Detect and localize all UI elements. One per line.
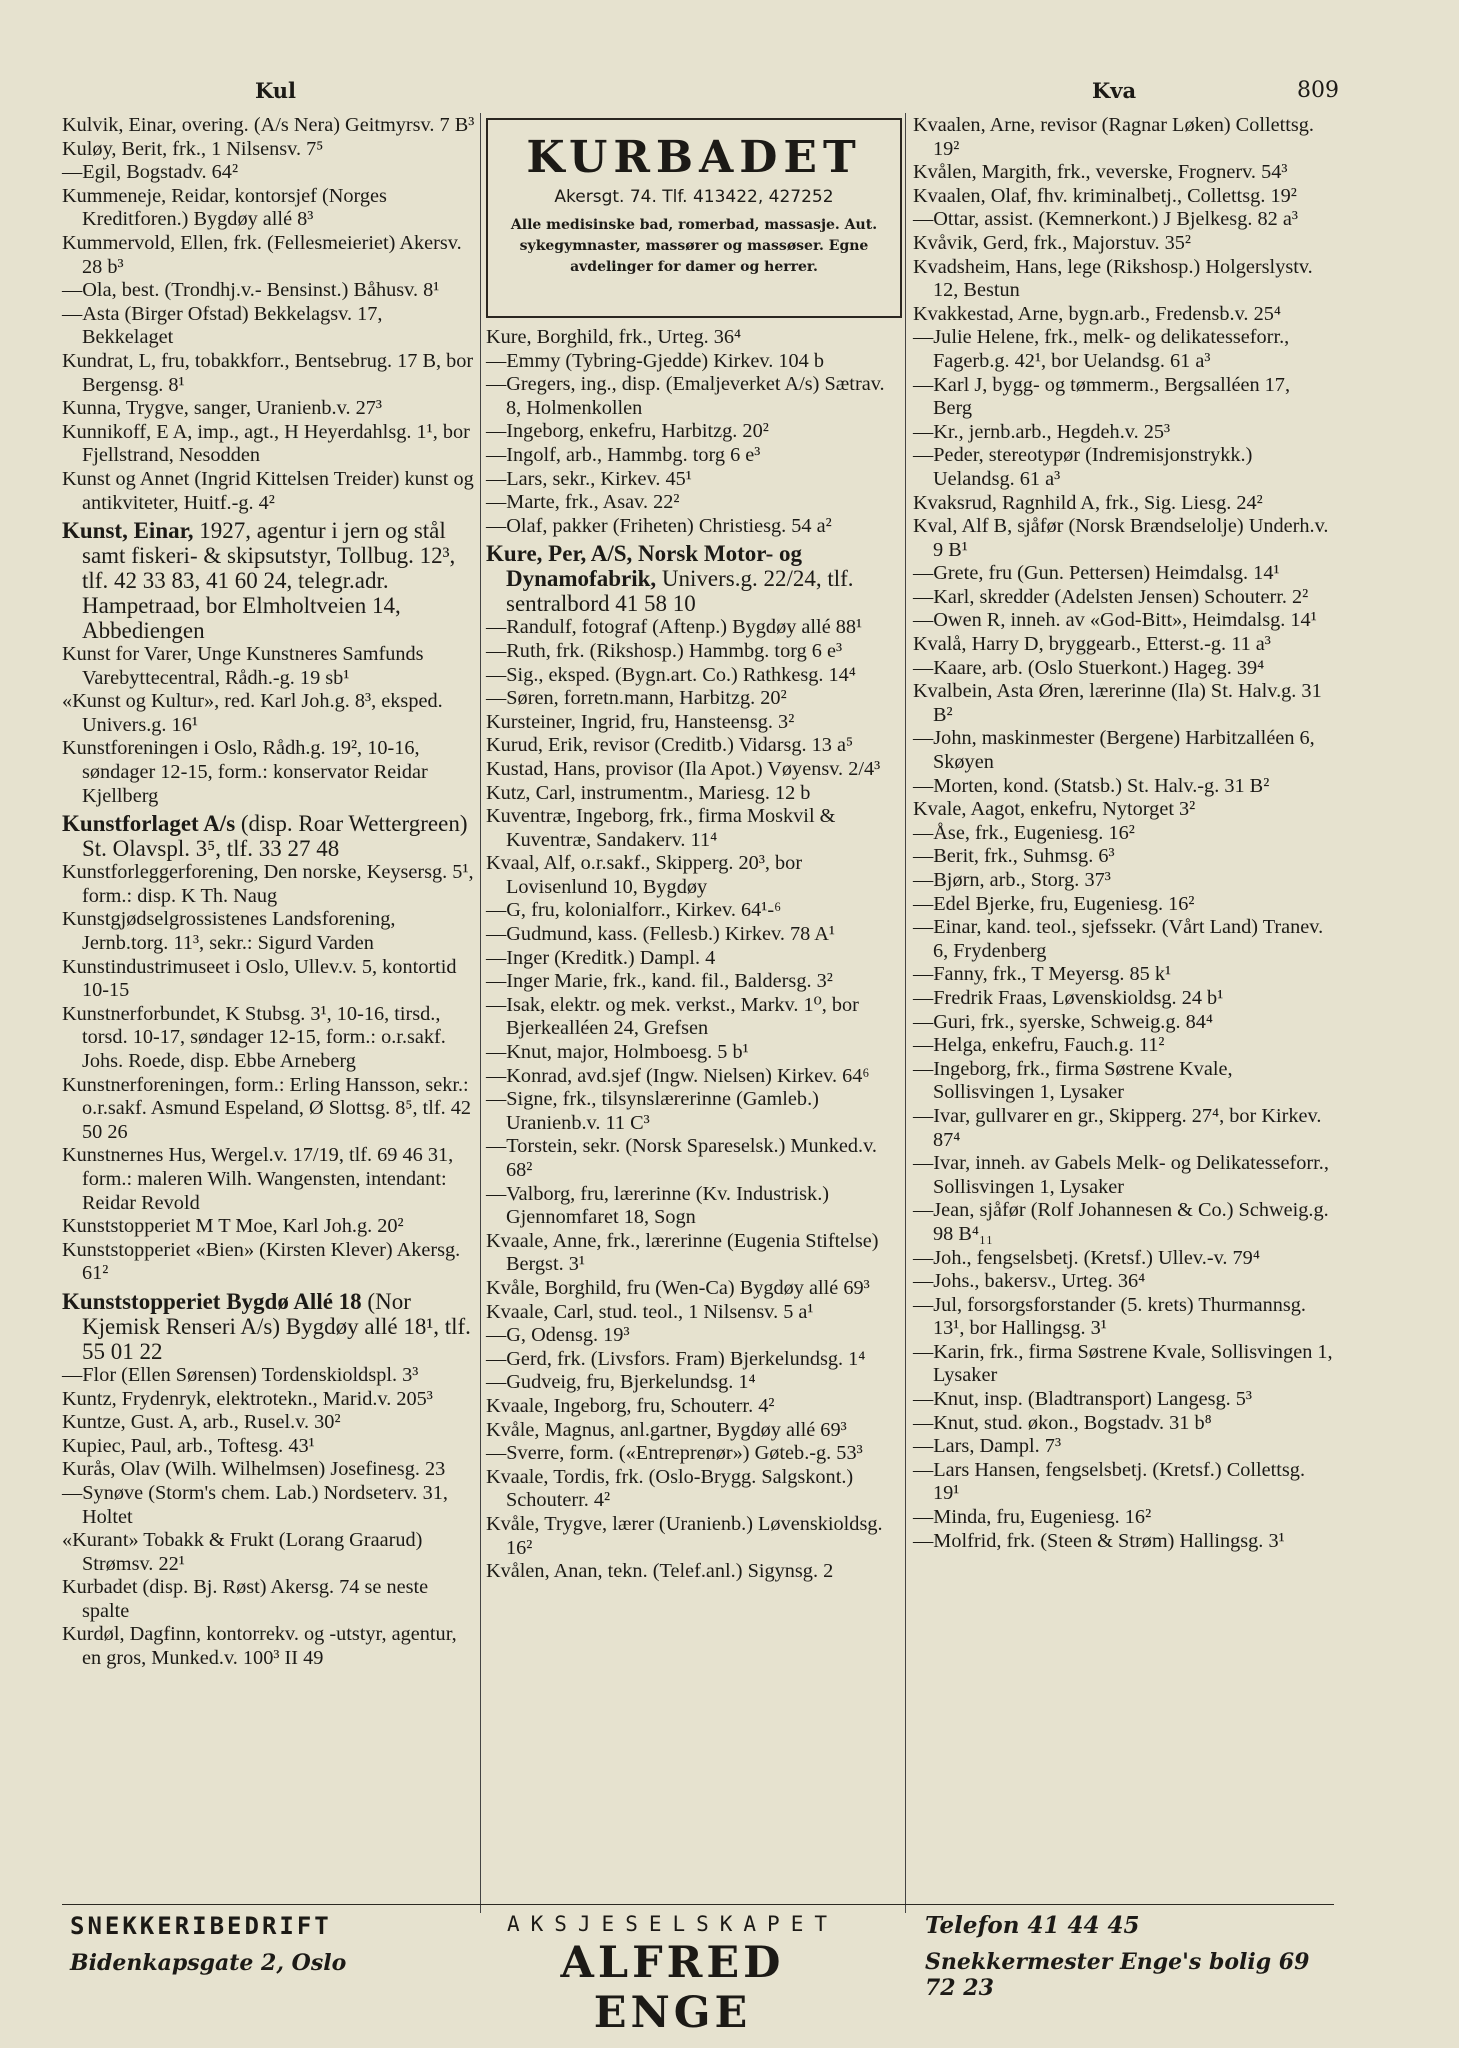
entry-text: Kurud, Erik, revisor (Creditb.) Vidarsg. 13 a⁵ [486, 734, 854, 757]
entry-text: —Fredrik Fraas, Løvenskioldsg. 24 b¹ [913, 986, 1224, 1009]
entry-text: —Ivar, gullvarer en gr., Skipperg. 27⁴, bor Kirkev. 87⁴ [913, 1104, 1322, 1151]
directory-entry [486, 515, 902, 539]
column-rule-2 [905, 113, 906, 1913]
entry-text: —Gregers, ing., disp. (Emaljeverket A/s) Sætrav. 8, Holmenkollen [486, 373, 885, 419]
footer-phone: Telefon 41 44 45 [925, 1912, 1140, 1939]
entry-text: Kvaksrud, Ragnhild A, frk., Sig. Liesg. 24² [913, 491, 1263, 514]
directory-entry [486, 782, 902, 806]
directory-entry [62, 1144, 478, 1215]
footer-right-advert [925, 1912, 1325, 2001]
directory-entry [62, 1411, 478, 1435]
entry-text: Kunst og Annet (Ingrid Kittelsen Treider) kunst og antikviteter, Huitf.-g. 4² [62, 467, 474, 514]
entry-text: —Karl, skredder (Adelsten Jensen) Schouterr. 2² [913, 585, 1309, 608]
directory-entry [62, 1239, 478, 1286]
directory-entry [486, 1041, 902, 1065]
directory-entry [62, 956, 478, 1003]
directory-entry [62, 643, 478, 690]
entry-text: —Marte, frk., Asav. 22² [486, 491, 680, 514]
entry-text: Kurbadet (disp. Bj. Røst) Akersg. 74 se neste spalte [62, 1576, 429, 1622]
directory-entry [486, 899, 902, 923]
entry-text: Kvadsheim, Hans, lege (Rikshosp.) Holgerslystv. 12, Bestun [913, 255, 1313, 302]
entry-text: —Ingeborg, frk., firma Søstrene Kvale, Sollisvingen 1, Lysaker [913, 1057, 1233, 1104]
directory-entry [913, 775, 1333, 799]
entry-text: Kvaalen, Arne, revisor (Ragnar Løken) Collettsg. 19² [913, 114, 1314, 160]
directory-entry [913, 185, 1333, 209]
directory-entry [913, 657, 1333, 681]
running-head-left: Kul [255, 78, 297, 103]
directory-entry [913, 1152, 1333, 1199]
entry-text: —G, Odensg. 19³ [486, 1324, 630, 1347]
entry-text: Kuntze, Gust. A, arb., Rusel.v. 30² [62, 1411, 341, 1434]
entry-text: —Emmy (Tybring-Gjedde) Kirkev. 104 b [486, 349, 825, 372]
directory-entry [62, 690, 478, 737]
directory-entry [913, 1341, 1333, 1388]
entry-text: —Gudveig, fru, Bjerkelundsg. 1⁴ [486, 1371, 756, 1394]
directory-entry [913, 1435, 1333, 1459]
entry-text: Kunstindustrimuseet i Oslo, Ullev.v. 5, kontortid 10-15 [62, 955, 457, 1002]
entry-text: —Flor (Ellen Sørensen) Tordenskioldspl. 3³ [62, 1363, 419, 1386]
entry-text: —Ingeborg, enkefru, Harbitzg. 20² [486, 420, 769, 443]
entry-text: Kulvik, Einar, overing. (A/s Nera) Geitmyrsv. 7 B³ [62, 114, 475, 136]
entry-text: Kvale, Aagot, enkefru, Nytorget 3² [913, 798, 1196, 821]
directory-entry [62, 1364, 478, 1388]
entry-text: —Morten, kond. (Statsb.) St. Halv.-g. 31 B² [913, 774, 1270, 797]
directory-entry [913, 1270, 1333, 1294]
directory-entry [62, 161, 478, 185]
entry-text: —Jul, forsorgsforstander (5. krets) Thurmannsg. 13¹, bor Hallingsg. 3¹ [913, 1293, 1306, 1340]
directory-entry [486, 758, 902, 782]
entry-text: —Søren, forretn.mann, Harbitzg. 20² [486, 687, 787, 710]
directory-entry [62, 279, 478, 303]
directory-entry [62, 350, 478, 397]
directory-entry [913, 916, 1333, 963]
directory-entry [62, 737, 478, 808]
entry-text: Kutz, Carl, instrumentm., Mariesg. 12 b [486, 781, 811, 804]
directory-entry [486, 1277, 902, 1301]
directory-entry [486, 687, 902, 711]
entry-text: Kustad, Hans, provisor (Ila Apot.) Vøyensv. 2/4³ [486, 757, 881, 780]
entry-text: —Synøve (Storm's chem. Lab.) Nordseterv. 31, Holtet [62, 1481, 448, 1528]
entry-text: —Julie Helene, frk., melk- og delikatesseforr., Fagerb.g. 42¹, bor Uelandsg. 61 a³ [913, 326, 1290, 372]
directory-entry [486, 1065, 902, 1089]
directory-entry [913, 256, 1333, 303]
directory-entry [486, 1442, 902, 1466]
directory-entry [913, 987, 1333, 1011]
directory-entry [62, 138, 478, 162]
page-number: 809 [1297, 78, 1339, 103]
directory-entry [62, 421, 478, 468]
entry-text: —Kaare, arb. (Oslo Stuerkont.) Hageg. 39⁴ [913, 656, 1265, 679]
entry-text: Kunstforeningen i Oslo, Rådh.g. 19², 10-16, søndager 12-15, form.: konservator Reidar Kjellberg [62, 737, 428, 807]
entry-text: —Isak, elektr. og mek. verkst., Markv. 1⁰, bor Bjerkealléen 24, Grefsen [486, 993, 859, 1040]
entry-text: —Berit, frk., Suhmsg. 6³ [913, 845, 1115, 868]
footer-home-phone: Snekkermester Enge's bolig 69 72 23 [925, 1949, 1310, 2001]
directory-entry [913, 869, 1333, 893]
directory-entry [913, 963, 1333, 987]
entry-text: Kvåle, Borghild, fru (Wen-Ca) Bygdøy allé 69³ [486, 1276, 870, 1299]
entry-text: —Joh., fengselsbetj. (Kretsf.) Ullev.-v. 79⁴ [913, 1246, 1260, 1269]
directory-entry [486, 664, 902, 688]
entry-text: Kvaale, Ingeborg, fru, Schouterr. 4² [486, 1394, 775, 1417]
directory-entry [486, 1419, 902, 1443]
directory-entry [62, 468, 478, 515]
entry-text: —Lars, Dampl. 7³ [913, 1435, 1062, 1458]
entry-text: 1927, agentur i jern og stål samt fiskeri- & skipsutstyr, Tollbug. 12³, tlf. 42 33 83, 41 60 24, telegr.adr. Hampetraad, bor Elmholtveien 14, Abbediengen [82, 518, 456, 644]
directory-entry [913, 421, 1333, 445]
entry-text: Kursteiner, Ingrid, fru, Hansteensg. 3² [486, 710, 795, 733]
directory-entry [913, 161, 1333, 185]
entry-text: —Ingolf, arb., Hammbg. torg 6 e³ [486, 443, 761, 466]
directory-entry [913, 845, 1333, 869]
directory-entry [486, 994, 902, 1041]
directory-entry [913, 893, 1333, 917]
directory-entry [913, 1247, 1333, 1271]
entry-text: —Edel Bjerke, fru, Eugeniesg. 16² [913, 892, 1195, 915]
entry-text: Univers.g. 22/24, tlf. sentralbord 41 58 10 [506, 566, 854, 617]
entry-text: Kvaal, Alf, o.r.sakf., Skipperg. 20³, bor Lovisenlund 10, Bygdøy [486, 852, 803, 898]
directory-entry [486, 1348, 902, 1372]
directory-entry [486, 1135, 902, 1182]
entry-text: Kuløy, Berit, frk., 1 Nilsensv. 7⁵ [62, 137, 324, 160]
entry-text: —Minda, fru, Eugeniesg. 16² [913, 1506, 1152, 1529]
directory-entry [62, 303, 478, 350]
entry-text: —Einar, kand. teol., sjefssekr. (Vårt Land) Tranev. 6, Frydenberg [913, 916, 1324, 962]
entry-text: Kurdøl, Dagfinn, kontorrekv. og -utstyr, agentur, en gros, Munked.v. 100³ II 49 [62, 1623, 457, 1670]
directory-entry [913, 303, 1333, 327]
directory-entry [913, 444, 1333, 491]
entry-text: —Konrad, avd.sjef (Ingw. Nielsen) Kirkev. 64⁶ [486, 1064, 870, 1087]
directory-entry [913, 374, 1333, 421]
directory-column-1 [62, 114, 478, 1671]
directory-entry [62, 114, 478, 138]
entry-text: Kvåvik, Gerd, frk., Majorstuv. 35² [913, 231, 1191, 254]
running-head-right: Kva [1092, 78, 1137, 103]
entry-text: —Asta (Birger Ofstad) Bekkelagsv. 17, Bekkelaget [62, 302, 383, 349]
entry-text: Kval, Alf B, sjåfør (Norsk Brændselolje) Underh.v. 9 B¹ [913, 515, 1329, 561]
entry-text: —Guri, frk., syerske, Schweig.g. 84⁴ [913, 1010, 1213, 1033]
directory-entry [486, 420, 902, 444]
directory-entry [486, 616, 902, 640]
directory-entry [486, 640, 902, 664]
entry-text: —Olaf, pakker (Friheten) Christiesg. 54 a² [486, 514, 832, 537]
entry-text: Kunstnernes Hus, Wergel.v. 17/19, tlf. 69 46 31, form.: maleren Wilh. Wangensten, intendant: Reidar Revold [62, 1144, 454, 1214]
entry-text: (Nor Kjemisk Renseri A/s) Bygdøy allé 18¹, tlf. 55 01 22 [82, 1288, 471, 1364]
kurbadet-advertisement [486, 118, 902, 318]
entry-text: —Fanny, frk., T Meyersg. 85 k¹ [913, 963, 1172, 986]
directory-entry [486, 805, 902, 852]
directory-entry [62, 811, 478, 861]
entry-text: Kvåle, Magnus, anl.gartner, Bygdøy allé 69³ [486, 1418, 847, 1441]
directory-entry [486, 1513, 902, 1560]
entry-text: —G, fru, kolonialforr., Kirkev. 64¹-⁶ [486, 899, 782, 922]
directory-entry [486, 923, 902, 947]
entry-text: Kunnikoff, E A, imp., agt., H Heyerdahlsg. 1¹, bor Fjellstrand, Nesodden [62, 420, 470, 467]
entry-text: —Ivar, inneh. av Gabels Melk- og Delikatesseforr., Sollisvingen 1, Lysaker [913, 1152, 1329, 1198]
directory-entry [486, 444, 902, 468]
directory-entry [913, 1388, 1333, 1412]
footer-left-address: Bidenkapsgate 2, Oslo [70, 1950, 347, 1976]
directory-entry [913, 1506, 1333, 1530]
entry-heading: Kunststopperiet Bygdø Allé 18 [62, 1288, 362, 1314]
directory-entry [913, 609, 1333, 633]
entry-text: Kvaale, Anne, frk., lærerinne (Eugenia Stiftelse) Bergst. 3¹ [486, 1229, 879, 1276]
entry-text: —Karin, frk., firma Søstrene Kvale, Sollisvingen 1, Lysaker [913, 1340, 1333, 1387]
entry-text: Kunststopperiet M T Moe, Karl Joh.g. 20² [62, 1215, 404, 1238]
directory-entry [62, 1003, 478, 1074]
entry-text: —Signe, frk., tilsynslærerinne (Gamleb.) Uranienb.v. 11 C³ [486, 1088, 819, 1134]
entry-text: Kvålen, Anan, tekn. (Telef.anl.) Sigynsg. 2 [486, 1560, 834, 1583]
entry-text: —Inger Marie, frk., kand. fil., Baldersg. 3² [486, 970, 833, 993]
entry-text: —Helga, enkefru, Fauch.g. 11² [913, 1034, 1165, 1057]
directory-entry [486, 1230, 902, 1277]
entry-text: —Lars Hansen, fengselsbetj. (Kretsf.) Collettsg. 19¹ [913, 1458, 1306, 1505]
entry-text: Kunstforleggerforening, Den norske, Keysersg. 5¹, form.: disp. K Th. Naug [62, 861, 474, 907]
directory-entry [913, 727, 1333, 774]
entry-heading: Kure, Per, A/S, Norsk Motor- og Dynamofabrik, [486, 541, 803, 592]
entry-text: —Valborg, fru, lærerinne (Kv. Industrisk.) Gjennomfaret 18, Sogn [486, 1182, 830, 1229]
directory-entry [486, 541, 902, 616]
ad-name: KURBADET [526, 132, 862, 183]
entry-text: —Ruth, frk. (Rikshosp.) Hammbg. torg 6 e³ [486, 639, 843, 662]
directory-entry [913, 562, 1333, 586]
directory-entry [486, 852, 902, 899]
entry-text: «Kurant» Tobakk & Frukt (Lorang Graarud) Strømsv. 22¹ [62, 1529, 423, 1575]
entry-text: Kunstnerforbundet, K Stubsg. 3¹, 10-16, tirsd., torsd. 10-17, søndager 12-15, form.: o.r.sakf. Johs. Roede, disp. Ebbe Arneberg [62, 1002, 446, 1072]
entry-text: Kvålen, Margith, frk., veverske, Frognerv. 54³ [913, 161, 1288, 184]
entry-text: —Knut, stud. økon., Bogstadv. 31 b⁸ [913, 1411, 1212, 1434]
entry-text: —Åse, frk., Eugeniesg. 16² [913, 821, 1135, 844]
footer-left-title: SNEKKERIBEDRIFT [70, 1912, 332, 1940]
entry-text: —Lars, sekr., Kirkev. 45¹ [486, 467, 692, 490]
footer-company-name: ALFRED ENGE [560, 1938, 785, 2038]
entry-text: Kunststopperiet «Bien» (Kirsten Klever) Akersg. 61² [62, 1238, 461, 1285]
directory-entry [913, 114, 1333, 161]
directory-entry [486, 373, 902, 420]
footer-left-advert [70, 1912, 450, 1976]
entry-text: —Inger (Kreditk.) Dampl. 4 [486, 946, 716, 969]
directory-entry [62, 1576, 478, 1623]
directory-entry [486, 468, 902, 492]
entry-text: —Sig., eksped. (Bygn.art. Co.) Rathkesg. 14⁴ [486, 663, 856, 686]
entry-text: —Ola, best. (Trondhj.v.- Bensinst.) Båhusv. 8¹ [62, 279, 440, 302]
directory-entry [486, 1183, 902, 1230]
entry-text: —Kr., jernb.arb., Hegdeh.v. 25³ [913, 420, 1171, 443]
entry-text: Kvalå, Harry D, bryggearb., Etterst.-g. 11 a³ [913, 633, 1271, 656]
entry-text: —Egil, Bogstadv. 64² [62, 161, 239, 184]
directory-column-2 [486, 326, 902, 1584]
directory-entry [486, 350, 902, 374]
footer-center-top: AKSJESELSKAPET [506, 1912, 838, 1936]
directory-entry [486, 1395, 902, 1419]
entry-text: Kvakkestad, Arne, bygn.arb., Fredensb.v. 25⁴ [913, 302, 1281, 325]
entry-text: Kvaale, Carl, stud. teol., 1 Nilsensv. 5 a¹ [486, 1300, 814, 1323]
directory-entry [486, 1324, 902, 1348]
directory-entry [486, 947, 902, 971]
entry-text: Kunstgjødselgrossistenes Landsforening, Jernb.torg. 11³, sekr.: Sigurd Varden [62, 908, 396, 955]
directory-entry [62, 1388, 478, 1412]
entry-text: —Sverre, form. («Entreprenør») Gøteb.-g. 53³ [486, 1442, 863, 1465]
directory-entry [486, 734, 902, 758]
footer-center-advert [475, 1912, 870, 2038]
entry-text: —Molfrid, frk. (Steen & Strøm) Hallingsg. 3¹ [913, 1529, 1285, 1552]
directory-entry [486, 970, 902, 994]
directory-entry [913, 1034, 1333, 1058]
directory-entry [62, 232, 478, 279]
entry-text: (disp. Roar Wettergreen) St. Olavspl. 3⁵, tlf. 33 27 48 [82, 811, 468, 862]
entry-text: —Gerd, frk. (Livsfors. Fram) Bjerkelundsg. 1⁴ [486, 1347, 866, 1370]
directory-entry [913, 680, 1333, 727]
directory-entry [62, 1215, 478, 1239]
entry-text: —Peder, stereotypør (Indremisjonstrykk.) Uelandsg. 61 a³ [913, 444, 1253, 490]
entry-text: —Grete, fru (Gun. Pettersen) Heimdalsg. 14¹ [913, 562, 1280, 585]
entry-text: —Gudmund, kass. (Fellesb.) Kirkev. 78 A¹ [486, 923, 835, 946]
directory-entry [62, 1435, 478, 1459]
directory-entry [913, 822, 1333, 846]
entry-text: Kvalbein, Asta Øren, lærerinne (Ila) St. Halv.g. 31 B² [913, 680, 1322, 726]
entry-text: —Johs., bakersv., Urteg. 36⁴ [913, 1270, 1146, 1293]
entry-text: Kunst for Varer, Unge Kunstneres Samfunds Varebyttecentral, Rådh.-g. 19 sb¹ [62, 643, 424, 689]
entry-text: —Owen R, inneh. av «God-Bitt», Heimdalsg. 14¹ [913, 609, 1317, 632]
directory-entry [913, 1058, 1333, 1105]
directory-entry [62, 1458, 478, 1482]
directory-entry [486, 1301, 902, 1325]
ad-description: Alle medisinske bad, romerbad, massasje. Aut. sykegymnaster, massører og massøser. Egne avdelinger for damer og herrer. [510, 217, 878, 275]
entry-text: —Knut, major, Holmboesg. 5 b¹ [486, 1041, 749, 1064]
directory-entry [913, 232, 1333, 256]
directory-entry [913, 1294, 1333, 1341]
entry-heading: Kunst, Einar, [62, 518, 194, 544]
directory-entry [62, 185, 478, 232]
entry-text: Kure, Borghild, frk., Urteg. 36⁴ [486, 326, 742, 348]
ad-address: Akersgt. 74. Tlf. 413422, 427252 [554, 187, 834, 207]
entry-text: —Knut, insp. (Bladtransport) Langesg. 5³ [913, 1388, 1252, 1411]
directory-entry [62, 1482, 478, 1529]
entry-text: Kummervold, Ellen, frk. (Fellesmeieriet) Akersv. 28 b³ [62, 231, 462, 278]
entry-text: Kvåle, Trygve, lærer (Uranienb.) Løvenskioldsg. 16² [486, 1512, 883, 1559]
entry-text: —Jean, sjåfør (Rolf Johannesen & Co.) Schweig.g. 98 B⁴₁₁ [913, 1199, 1329, 1245]
directory-entry [913, 515, 1333, 562]
entry-text: Kunstnerforeningen, form.: Erling Hansson, sekr.: o.r.sakf. Asmund Espeland, Ø Slottsg. 8⁵, tlf. 42 50 26 [62, 1073, 472, 1143]
directory-entry [913, 586, 1333, 610]
entry-text: Kummeneje, Reidar, kontorsjef (Norges Kreditforen.) Bygdøy allé 8³ [62, 184, 387, 231]
entry-text: —Ottar, assist. (Kemnerkont.) J Bjelkesg. 82 a³ [913, 208, 1298, 231]
entry-text: Kuventræ, Ingeborg, frk., firma Moskvil & Kuventræ, Sandakerv. 11⁴ [486, 805, 836, 851]
entry-text: «Kunst og Kultur», red. Karl Joh.g. 8³, eksped. Univers.g. 16¹ [62, 690, 443, 736]
entry-text: —John, maskinmester (Bergene) Harbitzalléen 6, Skøyen [913, 727, 1315, 774]
directory-entry [62, 1074, 478, 1145]
entry-text: Kunna, Trygve, sanger, Uranienb.v. 27³ [62, 397, 382, 420]
directory-entry [486, 711, 902, 735]
directory-entry [62, 1623, 478, 1670]
directory-entry [62, 1529, 478, 1576]
directory-entry [486, 491, 902, 515]
entry-text: —Bjørn, arb., Storg. 37³ [913, 869, 1111, 891]
entry-text: Kuntz, Frydenryk, elektrotekn., Marid.v. 205³ [62, 1387, 433, 1410]
directory-entry [62, 1289, 478, 1364]
entry-heading: Kunstforlaget A/s [62, 811, 236, 837]
directory-entry [913, 1011, 1333, 1035]
entry-text: Kundrat, L, fru, tobakkforr., Bentsebrug. 17 B, bor Bergensg. 8¹ [62, 349, 474, 396]
directory-entry [62, 397, 478, 421]
directory-column-3 [913, 114, 1333, 1553]
directory-entry [913, 492, 1333, 516]
directory-entry [62, 908, 478, 955]
entry-text: —Randulf, fotograf (Aftenp.) Bygdøy allé 88¹ [486, 616, 863, 639]
entry-text: Kupiec, Paul, arb., Toftesg. 43¹ [62, 1434, 315, 1457]
directory-entry [913, 1412, 1333, 1436]
directory-entry [913, 633, 1333, 657]
directory-entry [913, 208, 1333, 232]
directory-entry [913, 1530, 1333, 1554]
directory-entry [913, 1459, 1333, 1506]
entry-text: Kvaale, Tordis, frk. (Oslo-Brygg. Salgskont.) Schouterr. 4² [486, 1465, 854, 1512]
footer-rule [62, 1904, 1334, 1905]
entry-text: Kvaalen, Olaf, fhv. kriminalbetj., Collettsg. 19² [913, 184, 1297, 207]
directory-entry [913, 326, 1333, 373]
directory-entry [486, 1560, 902, 1584]
directory-entry [62, 861, 478, 908]
directory-entry [486, 1371, 902, 1395]
directory-entry [913, 798, 1333, 822]
directory-entry [913, 1199, 1333, 1246]
entry-text: —Torstein, sekr. (Norsk Spareselsk.) Munked.v. 68² [486, 1135, 877, 1181]
entry-text: Kurås, Olav (Wilh. Wilhelmsen) Josefinesg. 23 [62, 1458, 446, 1481]
directory-entry [486, 1466, 902, 1513]
directory-entry [62, 518, 478, 643]
directory-entry [486, 1088, 902, 1135]
directory-entry [913, 1105, 1333, 1152]
directory-entry [486, 326, 902, 350]
column-rule-1 [480, 113, 481, 1913]
entry-text: —Karl J, bygg- og tømmerm., Bergsalléen 17, Berg [913, 373, 1291, 420]
